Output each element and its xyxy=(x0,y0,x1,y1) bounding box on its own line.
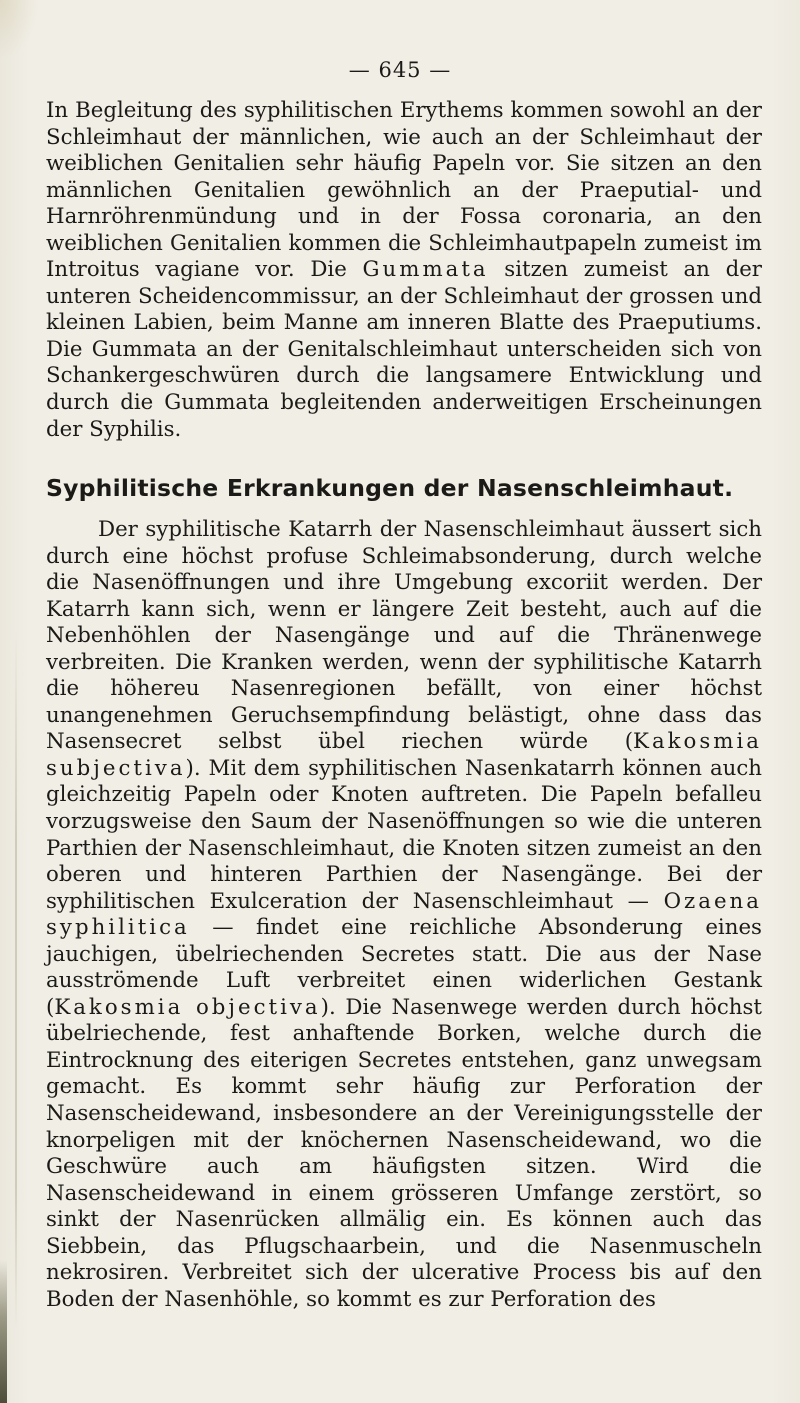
page-number: — 645 — xyxy=(348,58,452,82)
paragraph-text: sitzen zumeist an der unteren Scheidencommissur, an der Schleimhaut der grossen und kleinen Labien, beim Manne am inneren Blatte des Praeputiums. Die Gummata an der Genitalschleimhaut unterscheiden sich von Schankergeschwüren durch die langsamere Entwicklung und durch die Gummata begleitenden anderweitigen Erscheinungen der Syphilis. xyxy=(46,257,762,442)
paragraph-text: ). Mit dem syphilitischen Nasenkatarrh können auch gleichzeitig Papeln oder Knoten auftreten. Die Papeln befalleu vorzugsweise den Saum der Nasenöffnungen so wie die unteren Parthien der Nasenschleimhaut, die Knoten sitzen zumeist an den oberen und hinteren Parthien der Nasengänge. Bei der syphilitischen Exulceration der Nasenschleimhaut — xyxy=(46,755,762,914)
margin-shadow xyxy=(15,630,17,1330)
binding-edge-mark xyxy=(0,1260,7,1403)
section-heading: Syphilitische Erkrankungen der Nasenschleimhaut. xyxy=(46,474,734,502)
term-kakosmia-subjectiva: Kakosmia subjectiva xyxy=(46,729,762,781)
paragraph-nasal-syphilis xyxy=(46,517,762,1313)
paper-stain xyxy=(0,0,40,60)
term-ozaena-syphilitica: Ozaena syphilitica xyxy=(46,888,762,941)
paragraph-genital-papules xyxy=(46,98,762,443)
term-kakosmia-objectiva: Kakosmia objectiva xyxy=(54,994,321,1020)
paragraph-text: ). Die Nasenwege werden durch höchst übelriechende, fest anhaftende Borken, welche durch die Eintrocknung des eiterigen Secretes entstehen, ganz unwegsam gemacht. Es kommt sehr häufig zur Perforation der Nasenscheidewand, insbesondere an der Vereinigungsstelle der knorpeligen mit der knöchernen Nasenscheidewand, wo die Geschwüre auch am häufigsten sitzen. Wird die Nasenscheidewand in einem grösseren Umfange zerstört, so sinkt der Nasenrücken allmälig ein. Es können auch das Siebbein, das Pflugschaarbein, und die Nasenmuscheln nekrosiren. Verbreitet sich der ulcerative Process bis auf den Boden der Nasenhöhle, so kommt es zur Perforation des xyxy=(46,994,762,1312)
paragraph-text: — findet eine reichliche Absonderung eines jauchigen, übelriechenden Secretes statt. Die aus der Nase ausströmende Luft verbreitet einen widerlichen Gestank ( xyxy=(46,915,762,1020)
term-gummata: Gummata xyxy=(362,257,489,283)
paragraph-text: In Begleitung des syphilitischen Erythems kommen sowohl an der Schleimhaut der männlichen, wie auch an der Schleimhaut der weiblichen Genitalien sehr häufig Papeln vor. Sie sitzen an den männlichen Genitalien gewöhnlich an der Praeputial- und Harnröhrenmündung und in der Fossa coronaria, an den weiblichen Genitalien kommen die Schleimhautpapeln zumeist im Introitus vagiane vor. Die xyxy=(46,98,762,283)
paragraph-text: Der syphilitische Katarrh der Nasenschleimhaut äussert sich durch eine höchst profuse Schleimabsonderung, durch welche die Nasenöffnungen und ihre Umgebung excoriit werden. Der Katarrh kann sich, wenn er längere Zeit besteht, auch auf die Nebenhöhlen der Nasengänge und auf die Thränenwege verbreiten. Die Kranken werden, wenn der syphilitische Katarrh die höhereu Nasenregionen befällt, von einer höchst unangenehmen Geruchsempfindung belästigt, ohne dass das Nasensecret selbst übel riechen würde ( xyxy=(46,517,762,755)
